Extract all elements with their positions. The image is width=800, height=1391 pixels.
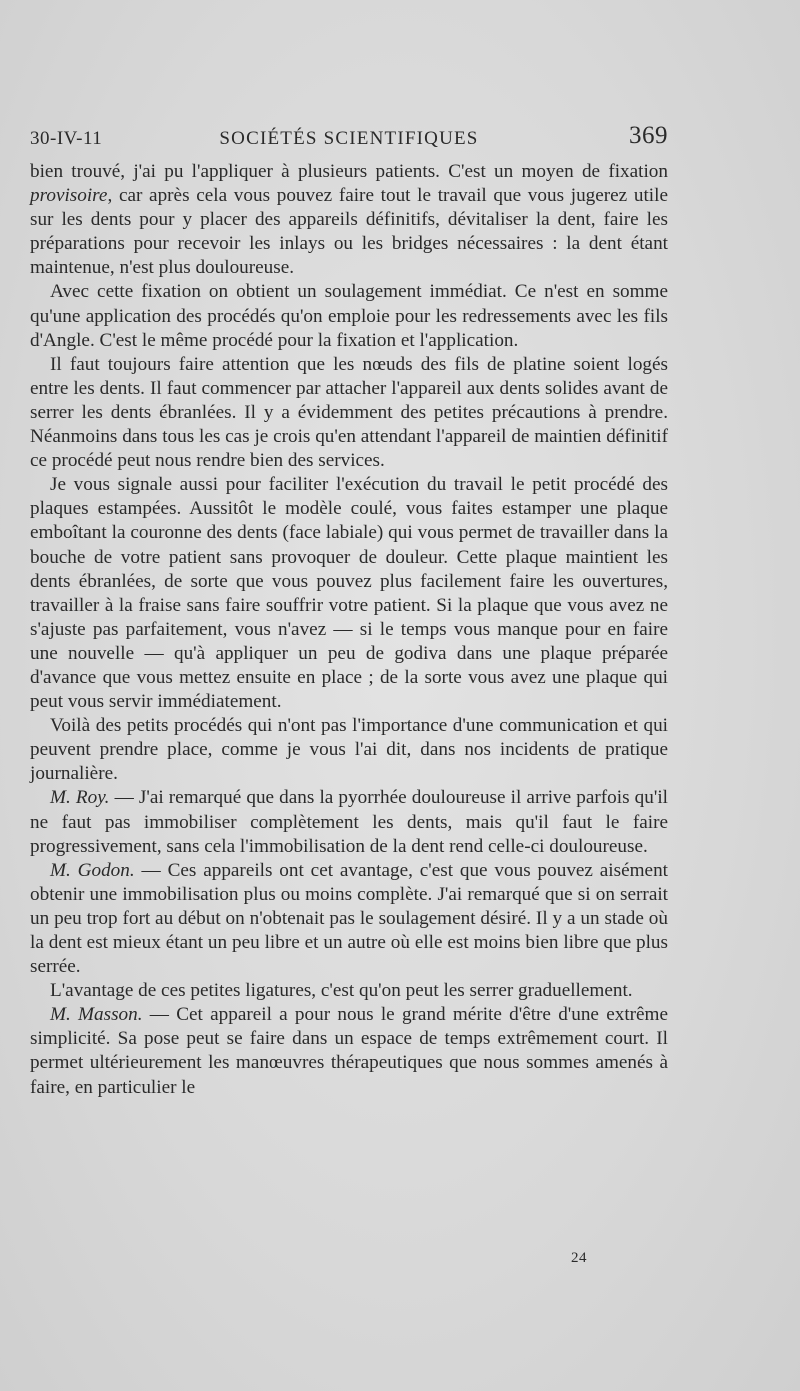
running-header [30,122,668,156]
paragraph-9-text: — Cet appareil a pour nous le grand mérite d'être d'une extrême simplicité. Sa pose peut se faire dans un espace de temps extrêmement court. Il permet ultérieurement les manœuvres thérapeutiques que nous sommes amenés à faire, en particulier le [30,1004,668,1098]
paragraph-1-text-a: bien trouvé, j'ai pu l'appliquer à plusieurs patients. C'est un moyen de fixation [30,161,668,182]
paragraph-3: Il faut toujours faire attention que les nœuds des fils de platine soient logés entre les dents. Il faut commencer par attacher l'appareil aux dents solides avant de serrer les dents ébranlées. Il y a évidemment des petites précautions à prendre. Néanmoins dans tous les cas je crois qu'en attendant l'appareil de maintien définitif ce procédé peut nous rendre bien des services. [30,353,668,472]
paragraph-1-text-b: , car après cela vous pouvez faire tout le travail que vous jugerez utile sur les dents pour y placer des appareils définitifs, dévitaliser la dent, faire les préparations pour recevoir les inlays ou les bridges nécessaires : la dent étant maintenue, n'est plus douloureuse. [30,185,668,279]
speaker-roy: M. Roy. [50,787,110,809]
signature-mark: 24 [571,1250,587,1266]
page-number: 369 [629,122,668,149]
paragraph-2: Avec cette fixation on obtient un soulagement immédiat. Ce n'est en somme qu'une application des procédés qu'on emploie pour les redressements avec les fils d'Angle. C'est le même procédé pour la fixation et l'application. [30,281,668,351]
paragraph-8: L'avantage de ces petites ligatures, c'est qu'on peut les serrer graduellement. [50,980,633,1002]
paragraph-5: Voilà des petits procédés qui n'ont pas l'importance d'une communication et qui peuvent prendre place, comme je vous l'ai dit, dans nos incidents de pratique journalière. [30,715,668,785]
body-text [30,160,668,1100]
paragraph-4: Je vous signale aussi pour faciliter l'exécution du travail le petit procédé des plaques estampées. Aussitôt le modèle coulé, vous faites estamper une plaque emboîtant la couronne des dents (face labiale) qui vous permet de travailler dans la bouche de votre patient sans provoquer de douleur. Cette plaque maintient les dents ébranlées, de sorte que vous pouvez plus facilement faire les ouvertures, travailler à la fraise sans faire souffrir votre patient. Si la plaque que vous avez ne s'ajuste pas parfaitement, vous n'avez — si le temps vous manque pour en faire une nouvelle — qu'à appliquer un peu de godiva dans une plaque préparée d'avance que vous mettez ensuite en place ; de la sorte vous avez une plaque qui peut vous servir immédiatement. [30,474,668,713]
speaker-godon: M. Godon. [50,859,135,881]
paragraph-9 [30,1003,668,1099]
header-title: SOCIÉTÉS SCIENTIFIQUES [219,128,479,149]
emphasis-provisoire: provisoire [30,185,108,207]
paragraph-6 [30,786,668,858]
paragraph-7 [30,859,668,979]
paragraph-1 [30,160,668,280]
paragraph-7-text: — Ces appareils ont cet avantage, c'est que vous pouvez aisément obtenir une immobilisation plus ou moins complète. J'ai remarqué que si on serrait un peu trop fort au début on n'obtenait pas le soulagement désiré. Il y a un stade où la dent est mieux étant un peu libre et un autre où elle est moins bien libre que plus serrée. [30,859,668,978]
header-date: 30-IV-11 [30,128,103,149]
speaker-masson: M. Masson. [50,1004,143,1026]
paragraph-6-text: — J'ai remarqué que dans la pyorrhée douloureuse il arrive parfois qu'il ne faut pas immobiliser complètement les dents, mais qu'il faut le faire progressivement, sans cela l'immobilisation de la dent rend celle-ci douloureuse. [30,787,668,857]
